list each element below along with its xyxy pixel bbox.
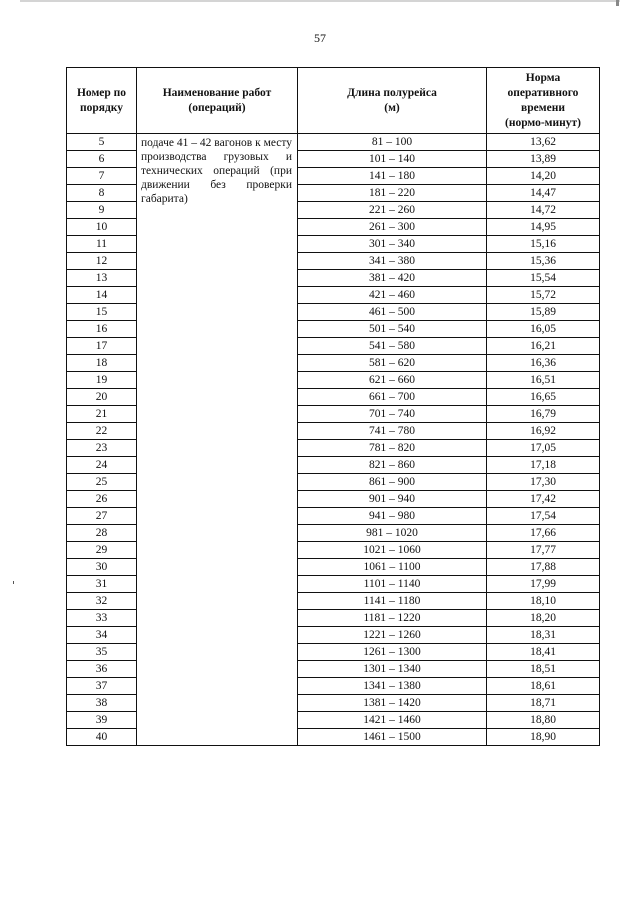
norm-value-cell: 16,65 bbox=[487, 389, 600, 406]
header-norm bbox=[487, 68, 600, 134]
row-number-cell: 31 bbox=[67, 576, 137, 593]
length-range-cell: 461 – 500 bbox=[298, 304, 487, 321]
norm-value-cell: 16,05 bbox=[487, 321, 600, 338]
row-number-cell: 12 bbox=[67, 253, 137, 270]
length-range-cell: 1461 – 1500 bbox=[298, 729, 487, 746]
row-number-cell: 37 bbox=[67, 678, 137, 695]
header-norm-line: Норма bbox=[525, 71, 561, 84]
row-number-cell: 19 bbox=[67, 372, 137, 389]
row-number-cell: 11 bbox=[67, 236, 137, 253]
row-number-cell: 7 bbox=[67, 168, 137, 185]
length-range-cell: 861 – 900 bbox=[298, 474, 487, 491]
length-range-cell: 1181 – 1220 bbox=[298, 610, 487, 627]
norm-value-cell: 17,88 bbox=[487, 559, 600, 576]
length-range-cell: 581 – 620 bbox=[298, 355, 487, 372]
header-number-line: порядку bbox=[79, 101, 124, 114]
row-number-cell: 24 bbox=[67, 457, 137, 474]
length-range-cell: 501 – 540 bbox=[298, 321, 487, 338]
norm-value-cell: 16,92 bbox=[487, 423, 600, 440]
operation-name-cell: подаче 41 – 42 вагонов к месту производства грузовых и технических операций (при движении без проверки габарита) bbox=[137, 134, 298, 746]
length-range-cell: 701 – 740 bbox=[298, 406, 487, 423]
row-number-cell: 25 bbox=[67, 474, 137, 491]
length-range-cell: 661 – 700 bbox=[298, 389, 487, 406]
length-range-cell: 301 – 340 bbox=[298, 236, 487, 253]
norm-value-cell: 17,99 bbox=[487, 576, 600, 593]
norm-value-cell: 14,20 bbox=[487, 168, 600, 185]
header-norm-line: (нормо-минут) bbox=[504, 116, 581, 129]
norm-value-cell: 18,80 bbox=[487, 712, 600, 729]
header-operation-line: Наименование работ bbox=[162, 86, 272, 99]
row-number-cell: 27 bbox=[67, 508, 137, 525]
length-range-cell: 341 – 380 bbox=[298, 253, 487, 270]
length-range-cell: 1141 – 1180 bbox=[298, 593, 487, 610]
length-range-cell: 1341 – 1380 bbox=[298, 678, 487, 695]
page-number: 57 bbox=[314, 31, 326, 45]
norm-value-cell: 14,95 bbox=[487, 219, 600, 236]
row-number-cell: 13 bbox=[67, 270, 137, 287]
row-number-cell: 21 bbox=[67, 406, 137, 423]
row-number-cell: 17 bbox=[67, 338, 137, 355]
length-range-cell: 541 – 580 bbox=[298, 338, 487, 355]
header-number-line: Номер по bbox=[76, 86, 127, 99]
row-number-cell: 8 bbox=[67, 185, 137, 202]
norms-table bbox=[66, 67, 600, 746]
header-length bbox=[298, 68, 487, 134]
row-number-cell: 14 bbox=[67, 287, 137, 304]
header-operation bbox=[137, 68, 298, 134]
norm-value-cell: 17,05 bbox=[487, 440, 600, 457]
row-number-cell: 38 bbox=[67, 695, 137, 712]
norm-value-cell: 16,79 bbox=[487, 406, 600, 423]
length-range-cell: 1421 – 1460 bbox=[298, 712, 487, 729]
norm-value-cell: 15,89 bbox=[487, 304, 600, 321]
row-number-cell: 39 bbox=[67, 712, 137, 729]
header-norm-line: оперативного bbox=[507, 86, 579, 99]
length-range-cell: 1381 – 1420 bbox=[298, 695, 487, 712]
length-range-cell: 1221 – 1260 bbox=[298, 627, 487, 644]
length-range-cell: 941 – 980 bbox=[298, 508, 487, 525]
margin-mark bbox=[13, 581, 14, 584]
norm-value-cell: 18,41 bbox=[487, 644, 600, 661]
norm-value-cell: 18,10 bbox=[487, 593, 600, 610]
header-number bbox=[67, 68, 137, 134]
norm-value-cell: 18,51 bbox=[487, 661, 600, 678]
length-range-cell: 741 – 780 bbox=[298, 423, 487, 440]
length-range-cell: 81 – 100 bbox=[298, 134, 487, 151]
norm-value-cell: 18,31 bbox=[487, 627, 600, 644]
norm-value-cell: 17,66 bbox=[487, 525, 600, 542]
length-range-cell: 1021 – 1060 bbox=[298, 542, 487, 559]
length-range-cell: 1061 – 1100 bbox=[298, 559, 487, 576]
length-range-cell: 621 – 660 bbox=[298, 372, 487, 389]
row-number-cell: 18 bbox=[67, 355, 137, 372]
norm-value-cell: 18,61 bbox=[487, 678, 600, 695]
header-norm-line: времени bbox=[521, 101, 565, 114]
row-number-cell: 10 bbox=[67, 219, 137, 236]
row-number-cell: 6 bbox=[67, 151, 137, 168]
length-range-cell: 261 – 300 bbox=[298, 219, 487, 236]
row-number-cell: 32 bbox=[67, 593, 137, 610]
norm-value-cell: 18,20 bbox=[487, 610, 600, 627]
norm-value-cell: 14,72 bbox=[487, 202, 600, 219]
norm-value-cell: 15,16 bbox=[487, 236, 600, 253]
length-range-cell: 901 – 940 bbox=[298, 491, 487, 508]
row-number-cell: 26 bbox=[67, 491, 137, 508]
norm-value-cell: 15,72 bbox=[487, 287, 600, 304]
norm-value-cell: 16,21 bbox=[487, 338, 600, 355]
length-range-cell: 141 – 180 bbox=[298, 168, 487, 185]
table-header-row bbox=[67, 68, 600, 134]
norm-value-cell: 16,51 bbox=[487, 372, 600, 389]
length-range-cell: 821 – 860 bbox=[298, 457, 487, 474]
length-range-cell: 181 – 220 bbox=[298, 185, 487, 202]
norm-value-cell: 14,47 bbox=[487, 185, 600, 202]
row-number-cell: 29 bbox=[67, 542, 137, 559]
norm-value-cell: 17,30 bbox=[487, 474, 600, 491]
length-range-cell: 1261 – 1300 bbox=[298, 644, 487, 661]
header-length-line: Длина полурейса bbox=[347, 86, 437, 99]
row-number-cell: 23 bbox=[67, 440, 137, 457]
header-operation-line: (операций) bbox=[188, 101, 246, 114]
row-number-cell: 33 bbox=[67, 610, 137, 627]
length-range-cell: 381 – 420 bbox=[298, 270, 487, 287]
norm-value-cell: 16,36 bbox=[487, 355, 600, 372]
length-range-cell: 781 – 820 bbox=[298, 440, 487, 457]
header-length-line: (м) bbox=[384, 101, 400, 114]
length-range-cell: 1101 – 1140 bbox=[298, 576, 487, 593]
norm-value-cell: 15,36 bbox=[487, 253, 600, 270]
table-row bbox=[67, 134, 600, 151]
row-number-cell: 36 bbox=[67, 661, 137, 678]
norm-value-cell: 17,77 bbox=[487, 542, 600, 559]
row-number-cell: 9 bbox=[67, 202, 137, 219]
row-number-cell: 20 bbox=[67, 389, 137, 406]
row-number-cell: 40 bbox=[67, 729, 137, 746]
norm-value-cell: 13,62 bbox=[487, 134, 600, 151]
row-number-cell: 15 bbox=[67, 304, 137, 321]
length-range-cell: 221 – 260 bbox=[298, 202, 487, 219]
length-range-cell: 101 – 140 bbox=[298, 151, 487, 168]
row-number-cell: 16 bbox=[67, 321, 137, 338]
row-number-cell: 22 bbox=[67, 423, 137, 440]
norm-value-cell: 17,54 bbox=[487, 508, 600, 525]
norm-value-cell: 17,18 bbox=[487, 457, 600, 474]
row-number-cell: 35 bbox=[67, 644, 137, 661]
norm-value-cell: 18,90 bbox=[487, 729, 600, 746]
length-range-cell: 981 – 1020 bbox=[298, 525, 487, 542]
row-number-cell: 5 bbox=[67, 134, 137, 151]
row-number-cell: 28 bbox=[67, 525, 137, 542]
norm-value-cell: 13,89 bbox=[487, 151, 600, 168]
row-number-cell: 30 bbox=[67, 559, 137, 576]
table-body bbox=[67, 134, 600, 746]
norm-value-cell: 18,71 bbox=[487, 695, 600, 712]
scan-mark bbox=[616, 0, 619, 6]
norm-value-cell: 17,42 bbox=[487, 491, 600, 508]
scan-edge bbox=[20, 0, 620, 2]
length-range-cell: 1301 – 1340 bbox=[298, 661, 487, 678]
row-number-cell: 34 bbox=[67, 627, 137, 644]
length-range-cell: 421 – 460 bbox=[298, 287, 487, 304]
norm-value-cell: 15,54 bbox=[487, 270, 600, 287]
